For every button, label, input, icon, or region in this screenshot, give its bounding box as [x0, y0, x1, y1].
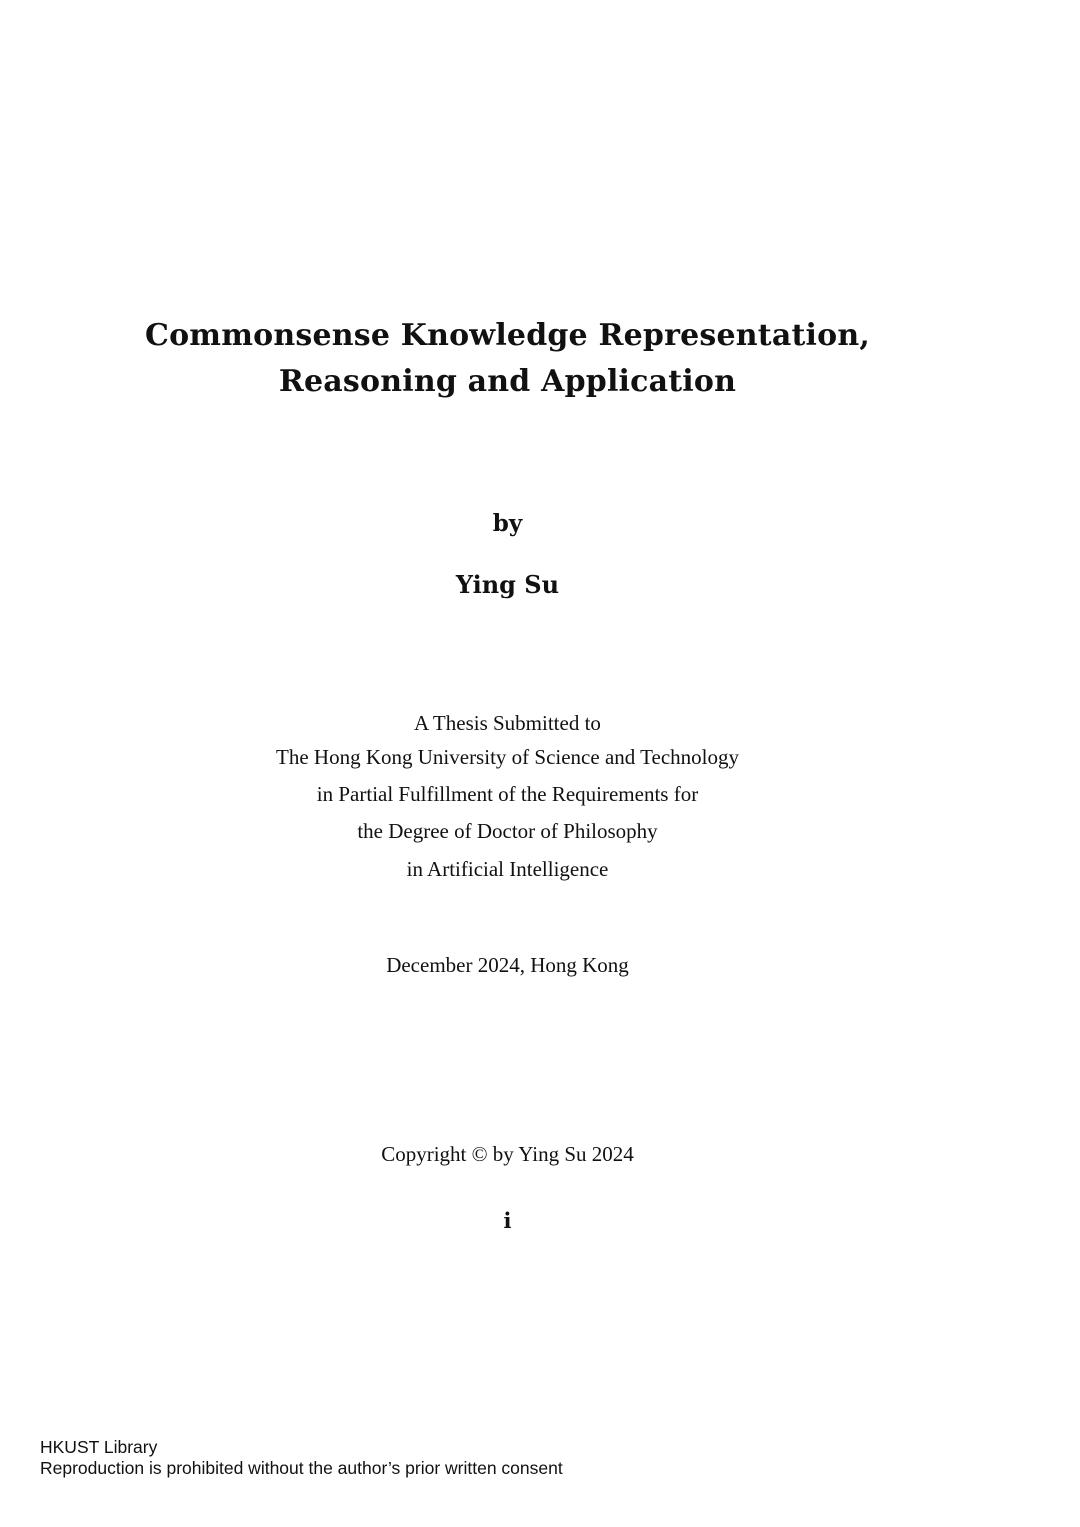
- submission-line-1: A Thesis Submitted to: [414, 711, 601, 735]
- thesis-title-line-1: Commonsense Knowledge Representation,: [145, 318, 870, 353]
- page-number: i: [503, 1208, 512, 1233]
- library-name: HKUST Library: [40, 1437, 158, 1457]
- date-place: December 2024, Hong Kong: [386, 953, 629, 977]
- copyright-notice: Copyright © by Ying Su 2024: [381, 1142, 634, 1166]
- library-footer: [40, 1437, 563, 1479]
- submission-line-4: the Degree of Doctor of Philosophy: [357, 819, 658, 843]
- author-name: Ying Su: [455, 570, 560, 599]
- by-label: by: [492, 510, 523, 537]
- thesis-title-line-2: Reasoning and Application: [278, 364, 737, 399]
- submission-line-3: in Partial Fulfillment of the Requirements for: [316, 782, 699, 806]
- submission-line-5: in Artificial Intelligence: [406, 857, 609, 881]
- submission-line-2: The Hong Kong University of Science and Technology: [276, 745, 739, 769]
- reproduction-notice: Reproduction is prohibited without the author’s prior written consent: [40, 1458, 563, 1478]
